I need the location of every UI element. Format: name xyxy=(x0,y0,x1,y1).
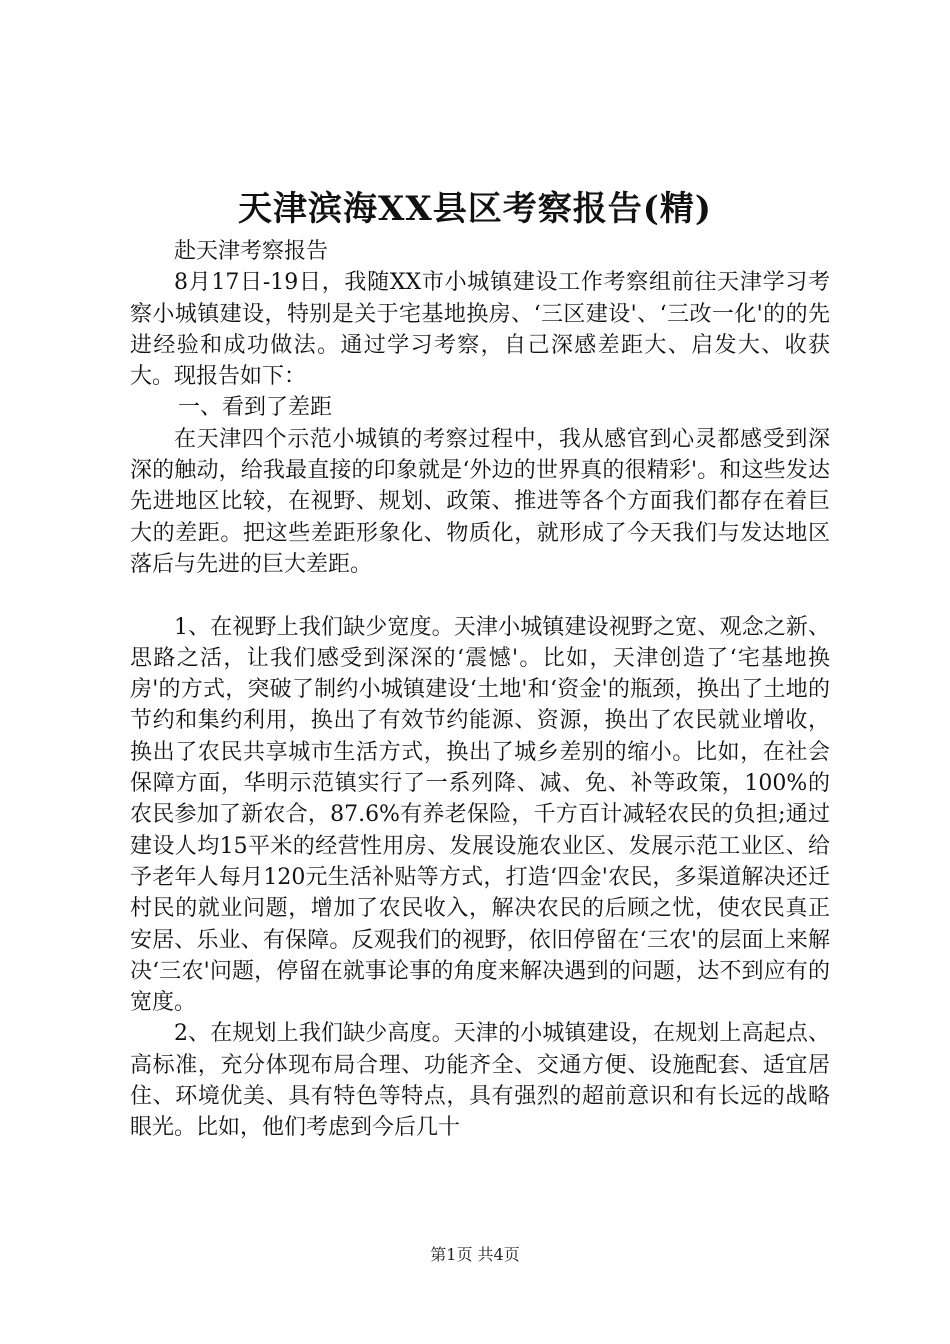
page-number: 第1页 共4页 xyxy=(430,1245,520,1264)
body-paragraph: 在天津四个示范小城镇的考察过程中，我从感官到心灵都感受到深深的触动，给我最直接的印象就是‘外边的世界真的很精彩'。和这些发达先进地区比较，在视野、规划、政策、推进等各个方面我们都存在着巨大的差距。把这些差距形象化、物质化，就形成了今天我们与发达地区落后与先进的巨大差距。 xyxy=(130,426,830,577)
section-heading: 一、看到了差距 xyxy=(178,395,333,421)
body-paragraph: 2、在规划上我们缺少高度。天津的小城镇建设，在规划上高起点、高标准，充分体现布局合理、功能齐全、交通方便、设施配套、适宜居住、环境优美、具有特色等特点，具有强烈的超前意识和有长远的战略眼光。比如，他们考虑到今后几十 xyxy=(130,1021,830,1141)
paragraph-spacer xyxy=(130,580,830,611)
subtitle-paragraph: 赴天津考察报告 xyxy=(174,239,329,264)
document-title: 天津滨海XX县区考察报告(精) xyxy=(238,189,712,229)
intro-paragraph: 8月17日-19日，我随XX市小城镇建设工作考察组前往天津学习考察小城镇建设，特别是关于宅基地换房、‘三区建设'、‘三改一化'的的先进经验和成功做法。通过学习考察，自己深感差距大、启发大、收获大。现报告如下： xyxy=(130,270,830,390)
document-body xyxy=(130,236,830,1144)
body-paragraph: 1、在视野上我们缺少宽度。天津小城镇建设视野之宽、观念之新、思路之活，让我们感受到深深的‘震憾'。比如，天津创造了‘宅基地换房'的方式，突破了制约小城镇建设‘土地'和‘资金'的瓶颈，换出了土地的节约和集约利用，换出了有效节约能源、资源，换出了农民就业增收，换出了农民共享城市生活方式，换出了城乡差别的缩小。比如，在社会保障方面，华明示范镇实行了一系列降、减、免、补等政策，100%的农民参加了新农合，87.6%有养老保险，千方百计减轻农民的负担;通过建设人均15平米的经营性用房、发展设施农业区、发展示范工业区、给予老年人每月120元生活补贴等方式，打造‘四金'农民，多渠道解决还迁村民的就业问题，增加了农民收入，解决农民的后顾之忧，使农民真正安居、乐业、有保障。反观我们的视野，依旧停留在‘三农'的层面上来解决‘三农'问题，停留在就事论事的角度来解决遇到的问题，达不到应有的宽度。 xyxy=(130,614,830,1016)
